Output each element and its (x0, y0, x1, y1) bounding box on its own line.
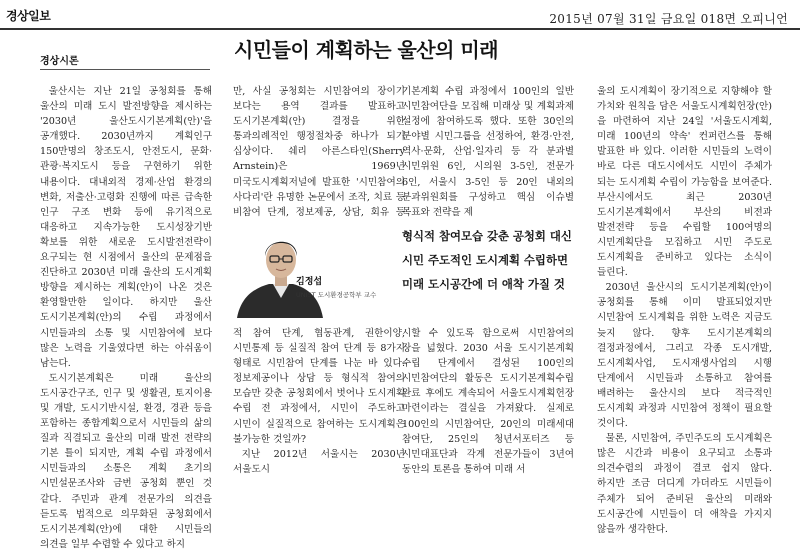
article-column-2-bottom (233, 326, 405, 475)
dateline: 2015년 07월 31일 금요일 018면 오피니언 (549, 12, 788, 26)
author-name: 김정섭 (296, 277, 323, 287)
column-label: 경상시론 (40, 56, 79, 67)
paragraph: 2030년 울산시의 도시기본계획(안)이 공청회를 통해 이미 발표되었지만 시민참여 도시계획을 위한 노력은 지금도 늦지 않다. 향후 도시기본계획의 결정과정에서, 그리고 각종 도시개발, 도시계획사업, 도시재생사업의 시행 단계에서 시민들과 소통하고 참여를 배려하는 울산시의 보다 적극적인 도시계획 과정과 시민참여 정책이 필요할 것이다. (597, 282, 772, 430)
paragraph: 울의 도시계획이 장기적으로 지향해야 할 가치와 원칙을 담은 서울도시계획헌장(안)을 마련하여 지난 24일 '서울도시계획, 미래 100년의 약속' 컨퍼런스를 통해 발표한 바 있다. 이러한 시민들의 노력이 바로 다른 대도시에서도 시민이 주체가 되는 도시계획 수립이 가능함을 보여준다. 부산시에서도 최근 2030년 도시기본계획에서 부산의 비전과 발전전략 등을 수립할 100여명의 시민계획단을 모집하고 시민 주도로 도시계획을 준비하고 있다는 소식이 들린다. (597, 86, 772, 279)
pull-quote-line: 미래 도시공간에 더 애착 가질 것 (402, 277, 565, 291)
article-column-1 (40, 84, 212, 550)
pull-quote-line: 형식적 참여모습 갖춘 공청회 대신 (402, 229, 572, 243)
paragraph: 기본계획 수립 과정에서 100인의 일반 시민참여단을 모집해 미래상 및 계획과제 설정에 참여하도록 했다. 또한 30인의 분야별 시민그룹을 선정하여, 환경·안전, 역사·문화, 산업·일자리 등 각 분과별 시민위원 6인, 시의원 3-5인, 전문가 6인, 서울시 3-5인 등 20인 내외의 분과위원회를 구성하고 핵심 이슈별 목표와 전략을 제 (402, 86, 574, 218)
article-column-2-top (233, 84, 405, 218)
pull-quote-line: 시민 주도적인 도시계획 수립하면 (402, 253, 568, 267)
paragraph: 물론, 시민참여, 주민주도의 도시계획은 많은 시간과 비용이 요구되고 소통과 의견수렴의 과정이 결코 쉽지 않다. 하지만 조금 더디게 가더라도 시민들이 주체가 되어 준비된 울산의 미래와 도시공간에 시민들이 더 애착을 가지지 않을까 생각한다. (597, 433, 772, 535)
paragraph: 울산시는 지난 21일 공청회를 통해 울산의 미래 도시 발전방향을 제시하는 '2030년 울산도시기본계획(안)'을 공개했다. 2030년까지 계획인구 150만명의 창조도시, 안전도시, 문화·관광·복지도시 등을 구현하기 위한 내용이다. 대내외적 경제·산업 환경의 변화, 저출산·고령화 진행에 따른 급속한 인구 구조 변화 등에 유기적으로 대응하고 지속가능한 도시성장기반 확보를 위한 새로운 도시발전전략이 요구되는 현 시점에서 울산의 문제점을 진단하고 2030년 미래 울산의 도시계획 방향을 제시하는 계획(안)이 나온 것은 환영할만한 일이다. 하지만 울산 도시기본계획(안)의 수립 과정에서 시민들과의 소통 및 시민참여에 보다 많은 노력을 기울였다면 하는 아쉬움이 남는다. (40, 86, 212, 369)
paragraph: 도시기본계획은 미래 울산의 도시공간구조, 인구 및 생활권, 토지이용 및 개발, 도시기반시설, 환경, 경관 등을 포함하는 종합계획으로서 시민들의 삶의 질과 직결되고 울산의 미래 발전 전략의 기본 틀이 되지만, 계획 수립 과정에서 시민들과의 소통은 계획 초기의 시민설문조사와 금번 공청회 뿐인 것 같다. 주민과 관계 전문가의 의견을 듣도록 법적으로 의무화된 공청회에서 도시기본계획(안)에 대한 시민들의 의견을 일부 수렴할 수 있다고 하지 (40, 372, 212, 550)
column-label-rule (40, 69, 210, 70)
article-column-4 (597, 84, 772, 535)
paragraph: 적 참여 단계, 협동관계, 권한이양, 시민통제 등 실질적 참여 단계 등 8가지 형태로 시민참여 단계를 나눈 바 있다. 정보제공이나 상담 등 형식적 참여의 모습만 갖춘 공청회에서 벗어나 도시계획 수립 전 과정에서, 시민이 주도하고 시민이 실질적으로 참여하는 도시계획은 불가능한 것일까? (233, 328, 405, 445)
author-portrait-icon (233, 218, 393, 318)
author-photo (233, 218, 393, 318)
headline: 시민들이 계획하는 울산의 미래 (234, 38, 499, 62)
paragraph: 만, 사실 공청회는 시민참여의 장이기 보다는 용역 결과를 발표하고 도시기본계획(안) 결정을 위한 통과의례적인 행정절차중 하나가 되기 십상이다. 쉐리 아른스타인(Sherry Arnstein)은 1969년 미국도시계획저널에 발표한 '시민참여의 사다리'란 유명한 논문에서 조작, 치료 등 비참여 단계, 정보제공, 상담, 회유 등 (233, 86, 405, 218)
newspaper-name: 경상일보 (6, 9, 51, 23)
paragraph: 지난 2012년 서울시는 2030년 서울도시 (233, 448, 405, 475)
masthead (0, 0, 800, 30)
article-column-3-bottom (402, 326, 574, 475)
article-column-3-top (402, 84, 574, 218)
pull-quote (402, 224, 582, 296)
paragraph: 시할 수 있도록 함으로써 시민참여의 장을 넓혔다. 2030 서울 도시기본계획 수립 단계에서 결성된 100인의 시민참여단의 활동은 도시기본계획수립 완료 후에도 계속되어 서울도시계획헌장 마련이라는 결실을 가져왔다. 실제로 100인의 시민참여단, 20인의 미래세대 참여단, 25인의 청년서포터즈 등 시민대표단과 각계 전문가들이 3년여 동안의 토론을 통하여 미래 서 (402, 328, 574, 475)
top-rule (0, 28, 800, 30)
author-affiliation: UNIST 도시환경공학부 교수 (296, 291, 377, 299)
